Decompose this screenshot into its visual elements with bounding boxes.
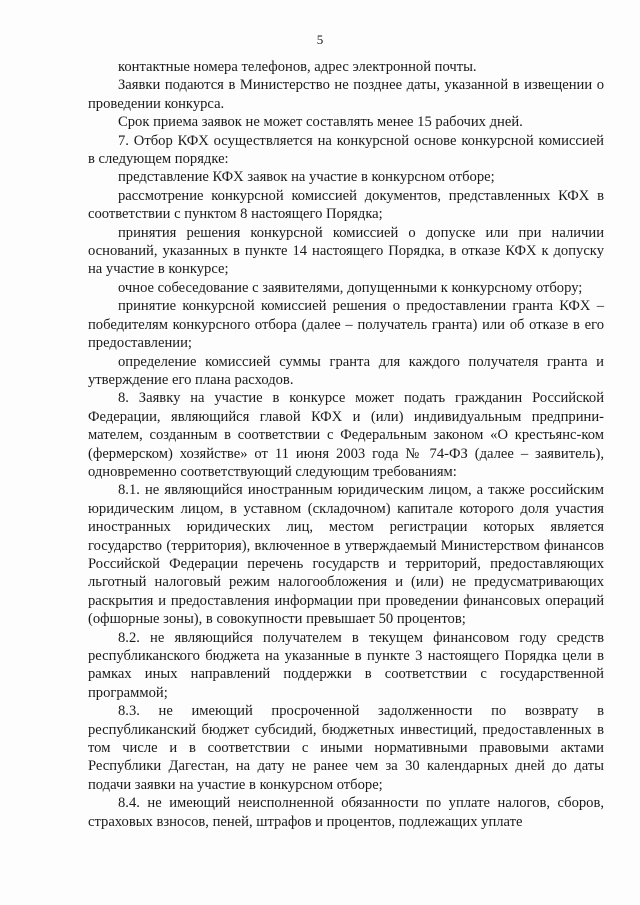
paragraph-step-interview: очное собеседование с заявителями, допущенными к конкурсному отбору; <box>118 279 583 296</box>
paragraph-acceptance-period: Срок приема заявок не может составлять менее 15 рабочих дней. <box>118 114 523 131</box>
paragraph-step-submission: представление КФХ заявок на участие в конкурсном отборе; <box>118 169 495 186</box>
paragraph-contacts: контактные номера телефонов, адрес электронной почты. <box>118 59 477 75</box>
paragraph-item-8-2: 8.2. не являющийся получателем в текущем финансовом году средств республиканского бюджета на указанные в пункте 3 настоящего Порядка цели в рамках иных направлений поддержки в соответствии с государственной программой; <box>88 629 604 701</box>
paragraph-item-8-4: 8.4. не имеющий неисполненной обязанности по уплате налогов, сборов, страховых взносов, пеней, штрафов и процентов, подлежащих уплате <box>88 795 604 830</box>
document-body <box>88 58 604 831</box>
paragraph-item-8-3: 8.3. не имеющий просроченной задолженности по возврату в республиканский бюджет субсидий, бюджетных инвестиций, предоставленных в том числе и в соответствии с иными нормативными правовыми актами Республики Дагестан, на дату не ранее чем за 30 календарных дней до даты подачи заявки на участие в конкурсном отборе; <box>88 703 604 793</box>
paragraph-step-amount: определение комиссией суммы гранта для каждого получателя гранта и утверждение его плана расходов. <box>88 353 604 388</box>
paragraph-item-8-1: 8.1. не являющийся иностранным юридическим лицом, а также российским юридическим лицом, в уставном (складочном) капитале которого доля участия иностранных юридических лиц, местом регистрации которых является государство (территория), включенное в утверждаемый Министерством финансов Российской Федерации перечень государств и территорий, предоставляющих льготный налоговый режим налогообложения и (или) не предусматривающих раскрытия и предоставления информации при проведении финансовых операций (офшорные зоны), в совокупности превышает 50 процентов; <box>88 482 604 628</box>
paragraph-item-7: 7. Отбор КФХ осуществляется на конкурсной основе конкурсной комиссией в следующем порядке: <box>88 132 604 168</box>
paragraph-application-deadline: Заявки подаются в Министерство не позднее даты, указанной в извещении о проведении конкурса. <box>88 77 604 112</box>
paragraph-step-decision: принятие конкурсной комиссией решения о предоставлении гранта КФХ – победителям конкурсного отбора (далее – получатель гранта) или об отказе в его предоставлении; <box>88 298 604 352</box>
paragraph-step-review: рассмотрение конкурсной комиссией документов, представленных КФХ в соответствии с пунктом 8 настоящего Порядка; <box>88 187 604 223</box>
paragraph-item-8: 8. Заявку на участие в конкурсе может подать гражданин Российской Федерации, являющийся главой КФХ и (или) индивидуальным предприни-мателем, созданным в соответствии с Федеральным законом «О крестьянс-ком (фермерском) хозяйстве» от 11 июня 2003 года № 74-ФЗ (далее – заявитель), одновременно соответствующий следующим требованиям: <box>88 390 604 480</box>
paragraph-step-admission: принятия решения конкурсной комиссией о допуске или при наличии оснований, указанных в пункте 14 настоящего Порядка, в отказе КФХ к допуску на участие в конкурсе; <box>88 224 604 278</box>
page-number: 5 <box>316 32 324 47</box>
